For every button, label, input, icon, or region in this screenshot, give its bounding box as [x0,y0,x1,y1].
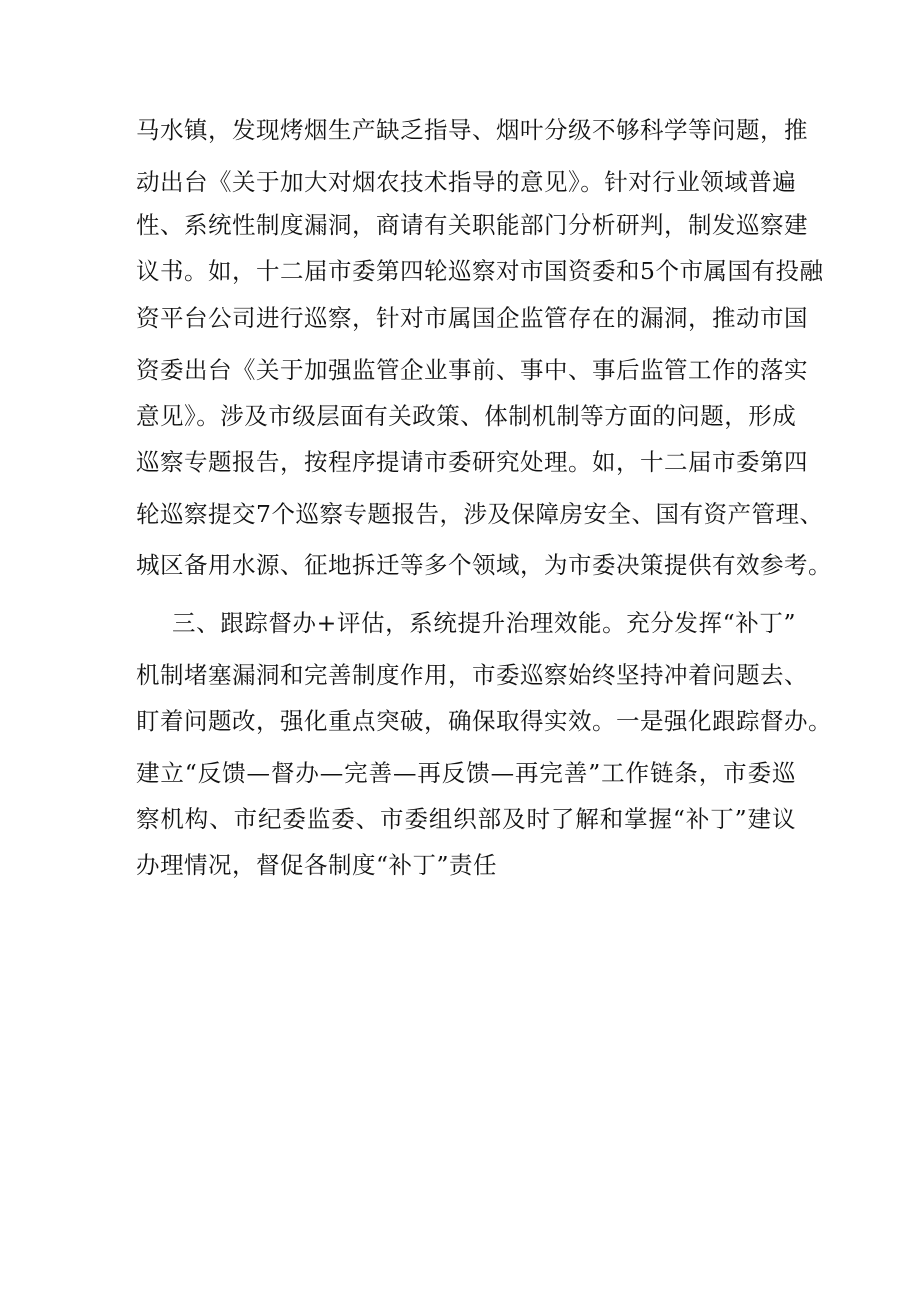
paragraph-line: 意见》。涉及市级层面有关政策、体制机制等方面的问题，形成 [136,402,797,430]
paragraph-line: 城区备用水源、征地拆迁等多个领域，为市委决策提供有效参考。 [136,551,832,579]
paragraph-line: 议书。如，十二届市委第四轮巡察对市国资委和5个市属国有投融 [136,257,824,285]
paragraph-line: 机制堵塞漏洞和完善制度作用，市委巡察始终坚持冲着问题去、 [136,661,808,689]
paragraph-line: 轮巡察提交7个巡察专题报告，涉及保障房安全、国有资产管理、 [136,500,824,528]
paragraph-line: 动出台《关于加大对烟农技术指导的意见》。针对行业领域普遍 [136,168,797,196]
paragraph-line: 办理情况，督促各制度“补丁”责任 [136,851,498,879]
paragraph-line: 资委出台《关于加强监管企业事前、事中、事后监管工作的落实 [136,356,808,384]
paragraph-line: 建立“反馈—督办—完善—再反馈—再完善”工作链条，市委巡 [136,759,796,787]
section-heading-line: 三、跟踪督办+评估，系统提升治理效能。充分发挥“补丁” [172,609,796,637]
paragraph-line: 巡察专题报告，按程序提请市委研究处理。如，十二届市委第四 [136,448,808,476]
paragraph-line: 盯着问题改，强化重点突破，确保取得实效。一是强化跟踪督办。 [136,707,832,735]
paragraph-line: 察机构、市纪委监委、市委组织部及时了解和掌握“补丁”建议 [136,805,796,833]
paragraph-line: 马水镇，发现烤烟生产缺乏指导、烟叶分级不够科学等问题，推 [136,116,808,144]
paragraph-line: 资平台公司进行巡察，针对市属国企监管存在的漏洞，推动市国 [136,304,808,332]
paragraph-line: 性、系统性制度漏洞，商请有关职能部门分析研判，制发巡察建 [136,211,808,239]
